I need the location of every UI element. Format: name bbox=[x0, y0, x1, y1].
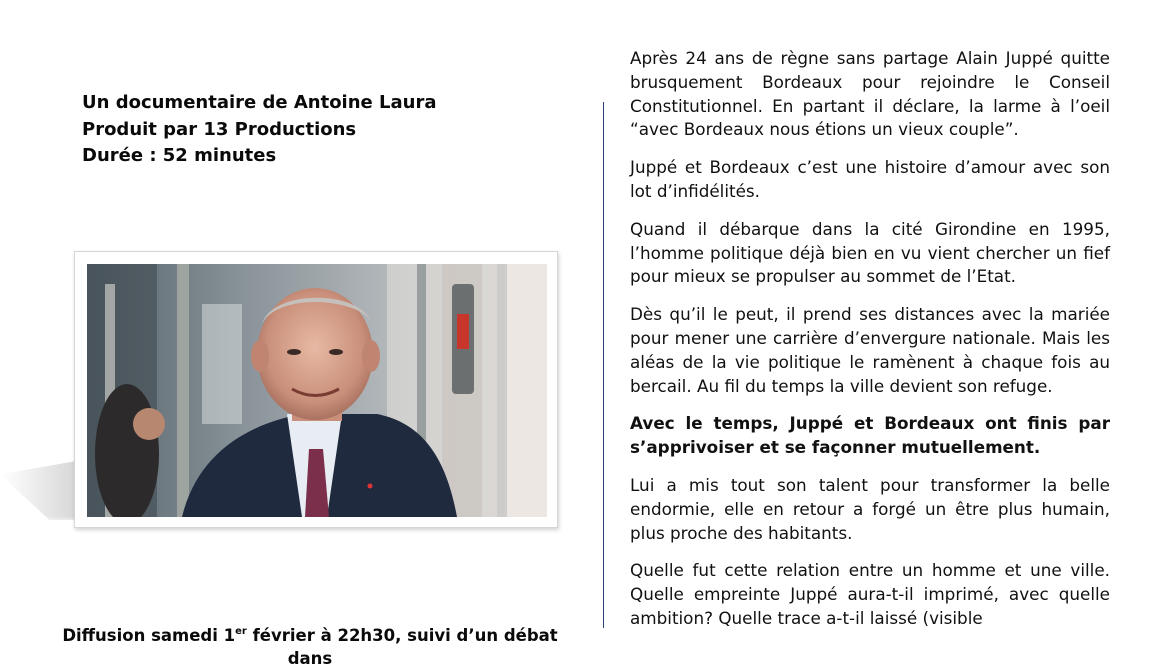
photo-portrait-icon bbox=[87, 264, 547, 517]
credit-producer: Produit par 13 Productions bbox=[82, 118, 357, 140]
article-paragraph: Dès qu’il le peut, il prend ses distances avec la mariée pour mener une carrière d’envergure nationale. Mais les aléas de la vie politique le ramènent à chaque fois au bercail. Au fil du temps la ville devient son refuge. bbox=[630, 304, 1110, 396]
portrait-photo bbox=[87, 264, 547, 517]
credit-duration: Durée : 52 minutes bbox=[82, 145, 277, 166]
article-paragraph: Quand il débarque dans la cité Girondine en 1995, l’homme politique déjà bien en vu vient chercher un fief pour mieux se propulser au sommet de l’Etat. bbox=[630, 218, 1110, 287]
credits-block bbox=[82, 90, 436, 170]
article-paragraph: Juppé et Bordeaux c’est une histoire d’amour avec son lot d’infidélités. bbox=[630, 157, 1110, 201]
article-highlight-paragraph: Avec le temps, Juppé et Bordeaux ont finis par s’apprivoiser et se façonner mutuellement. bbox=[630, 413, 1110, 458]
credit-director: Un documentaire de Antoine Laura bbox=[82, 92, 437, 113]
broadcast-text-start: Diffusion samedi 1 bbox=[62, 626, 236, 645]
article-paragraph: Lui a mis tout son talent pour transformer la belle endormie, elle en retour a forgé un être plus humain, plus proche des habitants. bbox=[630, 474, 1110, 543]
broadcast-ordinal: er bbox=[235, 626, 247, 637]
article-text bbox=[630, 47, 1110, 645]
broadcast-info bbox=[60, 620, 560, 670]
broadcast-text-end: février à 22h30, suivi d’un débat dans bbox=[246, 626, 558, 668]
article-paragraph: Après 24 ans de règne sans partage Alain Juppé quitte brusquement Bordeaux pour rejoindre le Conseil Constitutionnel. En partant il déclare, la larme à l’oeil “avec Bordeaux nous étions un vieux couple”. bbox=[630, 48, 1110, 140]
article-paragraph: Quelle fut cette relation entre un homme et une ville. Quelle empreinte Juppé aura-t-il imprimé, avec quelle ambition? Quelle trace a-t-il laissé (visible bbox=[630, 560, 1110, 628]
photo-frame bbox=[74, 251, 558, 528]
column-divider bbox=[603, 102, 604, 628]
